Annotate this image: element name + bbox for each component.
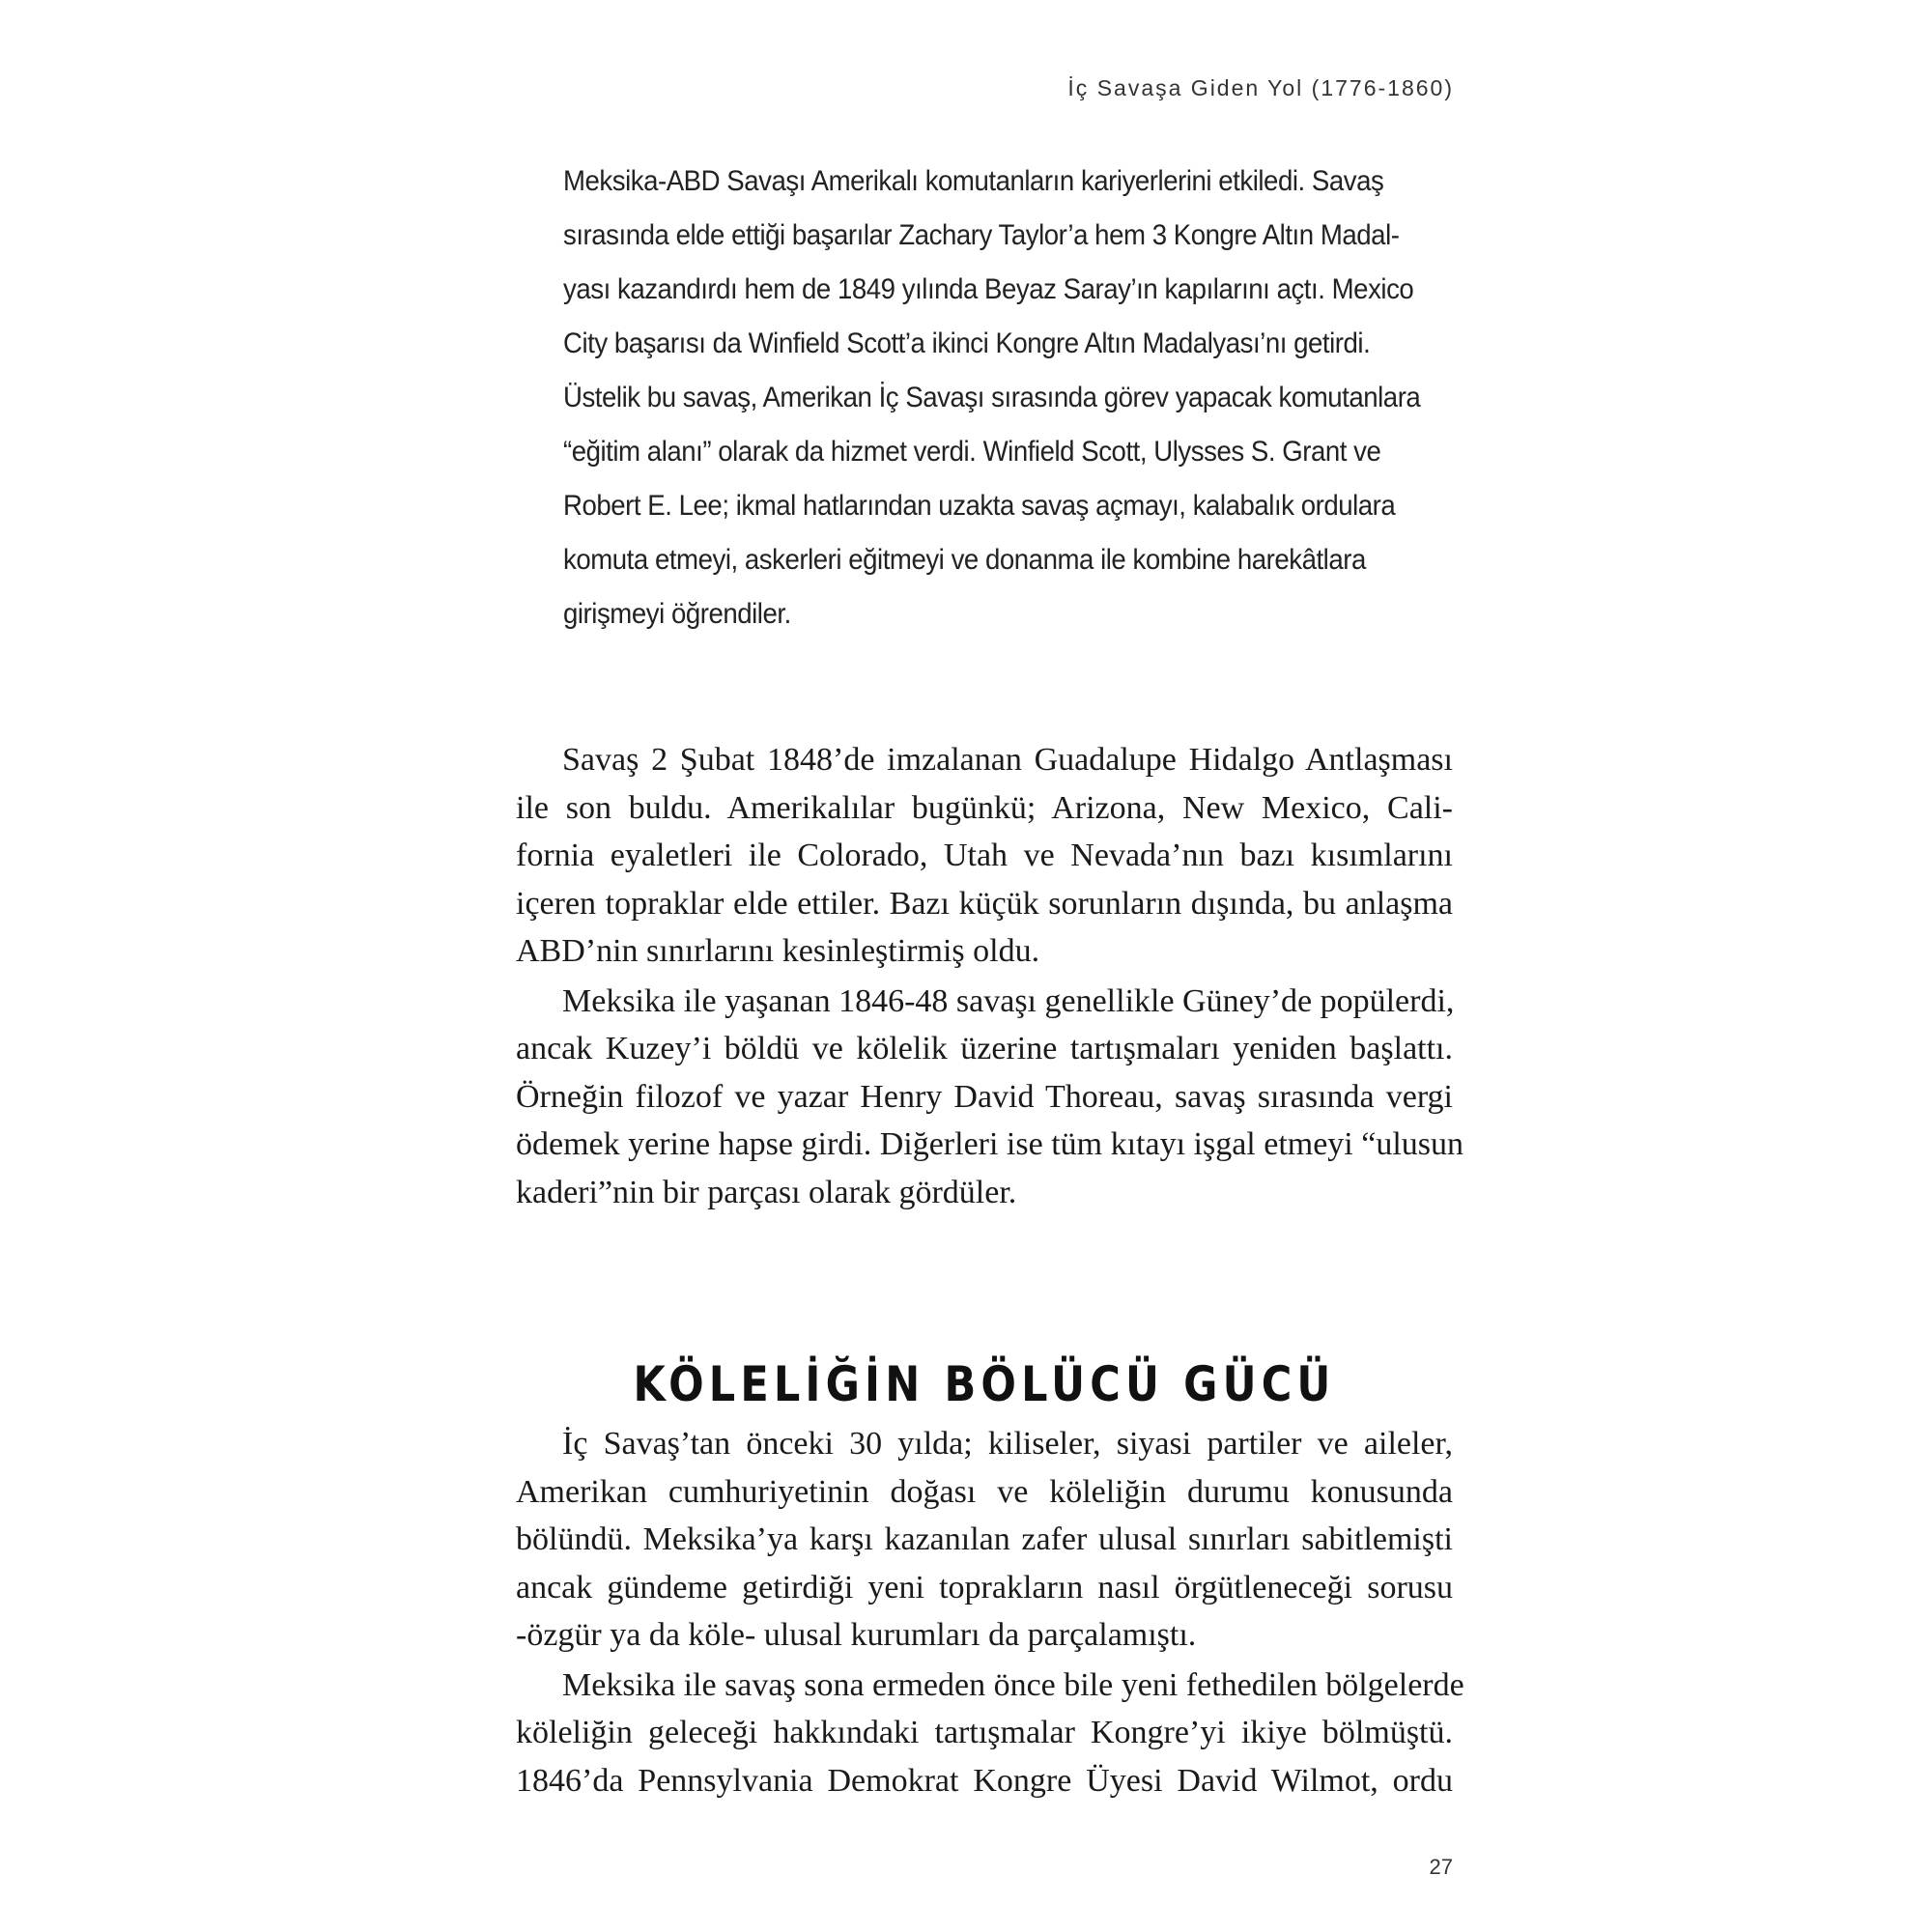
text-line: köleliğin geleceği hakkındaki tartışmalar Kongre’yi ikiye bölmüştü. [516,1715,1453,1750]
text-line: -özgür ya da köle- ulusal kurumları da parçalamıştı. [516,1617,1197,1653]
paragraph [516,736,1453,976]
text-line: Örneğin filozof ve yazar Henry David Thoreau, savaş sırasında vergi [516,1078,1453,1115]
paragraph [516,1662,1464,1805]
text-line: 1846’da Pennsylvania Demokrat Kongre Üyesi David Wilmot, ordu [516,1762,1453,1799]
body-text-block-2 [516,1420,1464,1806]
body-text-block-1 [516,736,1464,1218]
text-line: kaderi”nin bir parçası olarak gördüler. [516,1174,1017,1210]
text-line: içeren topraklar elde ettiler. Bazı küçük sorunların dışında, bu anlaşma [516,885,1453,922]
text-line: bölündü. Meksika’ya karşı kazanılan zafer ulusal sınırları sabitlemişti [516,1521,1453,1557]
text-line: Meksika ile savaş sona ermeden önce bile yeni fethedilen bölgelerde [562,1666,1464,1703]
text-line: Amerikan cumhuriyetinin doğası ve köleliğin durumu konusunda [516,1473,1453,1510]
sidebar-line: Meksika-ABD Savaşı Amerikalı komutanların kariyerlerini etkiledi. Savaş [563,165,1384,197]
sidebar-line: “eğitim alanı” olarak da hizmet verdi. Winfield Scott, Ulysses S. Grant ve [563,436,1381,468]
text-line: ödemek yerine hapse girdi. Diğerleri ise tüm kıtayı işgal etmeyi “ulusun [516,1126,1464,1162]
text-line: ancak Kuzey’i böldü ve kölelik üzerine tartışmaları yeniden başlattı. [516,1031,1453,1066]
sidebar-line: Robert E. Lee; ikmal hatlarından uzakta savaş açmayı, kalabalık ordulara [563,490,1396,522]
paragraph [516,978,1464,1217]
text-line: ABD’nin sınırlarını kesinleştirmiş oldu. [516,933,1040,969]
text-line: fornia eyaletleri ile Colorado, Utah ve Nevada’nın bazı kısımlarını [516,838,1453,873]
section-title: KÖLELİĞİN BÖLÜCÜ GÜCÜ [633,1355,1336,1412]
sidebar-line: yası kazandırdı hem de 1849 yılında Beyaz Saray’ın kapılarını açtı. Mexico [563,273,1414,305]
text-line: ancak gündeme getirdiği yeni toprakların nasıl örgütleneceği sorusu [516,1569,1453,1605]
sidebar-box-text [563,155,1421,641]
text-line: Savaş 2 Şubat 1848’de imzalanan Guadalupe Hidalgo Antlaşması [562,742,1453,778]
sidebar-line: girişmeyi öğrendiler. [563,598,791,630]
sidebar-line: komuta etmeyi, askerleri eğitmeyi ve donanma ile kombine harekâtlara [563,544,1366,576]
page-number: 27 [1429,1855,1453,1879]
sidebar-line: City başarısı da Winfield Scott’a ikinci Kongre Altın Madalyası’nı getirdi. [563,327,1371,359]
text-line: Meksika ile yaşanan 1846-48 savaşı genellikle Güney’de popülerdi, [562,982,1455,1019]
sidebar-line: Üstelik bu savaş, Amerikan İç Savaşı sırasında görev yapacak komutanlara [563,382,1421,413]
text-line: ile son buldu. Amerikalılar bugünkü; Arizona, New Mexico, Cali- [516,789,1453,826]
paragraph [516,1420,1453,1660]
text-line: İç Savaş’tan önceki 30 yılda; kiliseler, siyasi partiler ve aileler, [562,1426,1453,1462]
sidebar-line: sırasında elde ettiği başarılar Zachary Taylor’a hem 3 Kongre Altın Madal- [563,219,1400,251]
running-header: İç Savaşa Giden Yol (1776-1860) [1067,75,1454,100]
